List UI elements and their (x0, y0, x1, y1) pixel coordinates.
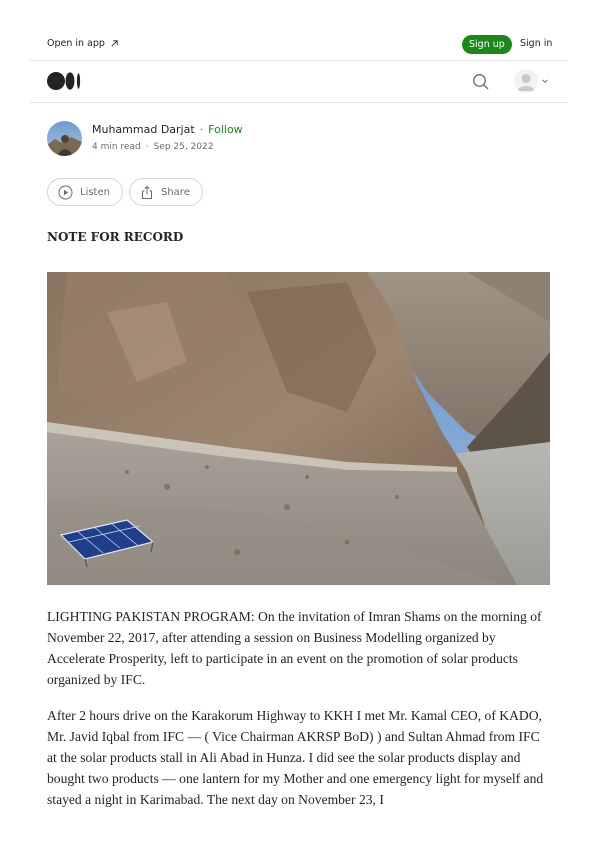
top-bar (0, 0, 595, 60)
author-avatar[interactable] (47, 121, 82, 156)
author-name-row (92, 123, 243, 136)
publish-date: Sep 25, 2022 (153, 142, 214, 152)
sign-up-button[interactable]: Sign up (462, 35, 512, 54)
article-heading: NOTE FOR RECORD (47, 230, 184, 244)
listen-label: Listen (80, 186, 110, 198)
user-menu-button[interactable] (514, 69, 549, 93)
open-in-app-link[interactable] (47, 38, 119, 49)
article-actions (47, 178, 203, 206)
meta-separator: · (145, 142, 149, 152)
article-paragraph: LIGHTING PAKISTAN PROGRAM: On the invitation of Imran Shams on the morning of November 22, 2017, after attending a session on Business Modelling organized by Accelerate Prosperity, left to participate in an event on the promotion of solar products organized by IFC. (47, 609, 542, 687)
article-hero-image (47, 272, 550, 585)
play-circle-icon (58, 185, 73, 200)
listen-button[interactable] (47, 178, 123, 206)
medium-logo-icon[interactable] (47, 72, 81, 90)
chevron-down-icon (541, 77, 549, 85)
share-label: Share (160, 186, 190, 198)
share-icon (140, 185, 154, 200)
search-icon[interactable] (472, 73, 490, 91)
open-in-app-label: Open in app (47, 38, 105, 49)
read-time: 4 min read (92, 142, 141, 152)
nav-divider (30, 102, 568, 103)
author-name[interactable]: Muhammad Darjat (92, 123, 195, 136)
article-meta (92, 142, 213, 152)
article-paragraph: After 2 hours drive on the Karakorum Highway to KKH I met Mr. Kamal CEO, of KADO, Mr. Javid Iqbal from IFC — ( Vice Chairman AKRSP BoD) ) and Sultan Ahmad from IFC at the solar products stall in Ali Abad in Hunza. I did see the solar products display and bought two products — one lantern for my Mother and one emergency light for myself and stayed a night in Karimabad. The next day on November 23, I (47, 708, 544, 807)
avatar-icon (514, 69, 538, 93)
follow-button[interactable]: Follow (208, 123, 243, 136)
separator-dot: · (199, 123, 204, 136)
author-block (47, 121, 547, 157)
share-button[interactable] (129, 178, 203, 206)
nav-bar (0, 61, 595, 102)
arrow-up-right-icon (110, 39, 119, 48)
sign-in-link[interactable]: Sign in (520, 38, 553, 49)
